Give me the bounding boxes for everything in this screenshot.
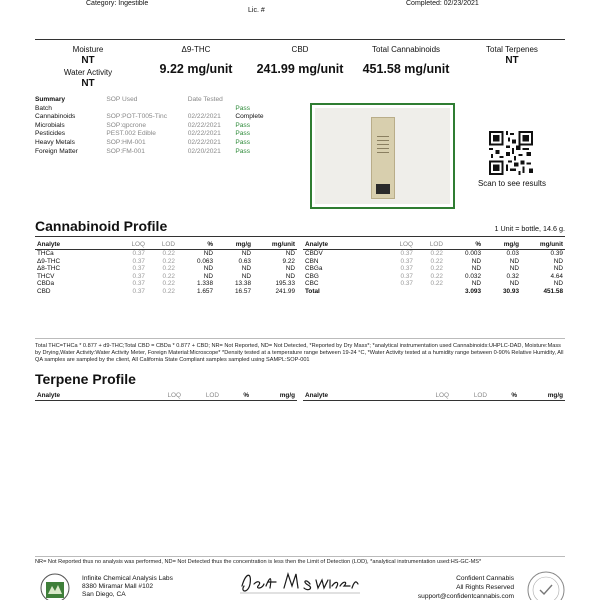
mg-unit-cell: 195.33: [275, 280, 295, 288]
footer-divider: [35, 556, 565, 557]
table-row: [303, 273, 565, 281]
col-loq: LOQ: [115, 241, 147, 250]
summary-test: Microbials: [35, 121, 65, 129]
lod-cell: 0.22: [162, 272, 175, 280]
table-row: [303, 258, 565, 266]
table-header-row: [35, 241, 297, 250]
summary-row: [35, 130, 275, 139]
col-loq: LOQ: [145, 392, 183, 401]
table-row: [303, 280, 565, 288]
col-mg-g: mg/g: [251, 392, 297, 401]
col-percent: %: [445, 241, 483, 250]
analyte-cell: CBDa: [37, 280, 55, 288]
loq-cell: 0.37: [132, 280, 145, 288]
loq-cell: 0.37: [400, 280, 413, 288]
mg-unit-cell: ND: [553, 265, 563, 273]
summary-test: Heavy Metals: [35, 138, 75, 146]
total-terpenes-label: Total Terpenes: [486, 45, 538, 54]
loq-cell: 0.37: [132, 287, 145, 295]
completed-date: Completed: 02/23/2021: [406, 0, 479, 7]
col-lod: LOD: [147, 241, 177, 250]
col-lod: LOD: [415, 241, 445, 250]
analyte-cell: THCV: [37, 272, 55, 280]
summary-row: [35, 148, 275, 157]
col-loq: LOQ: [413, 392, 451, 401]
summary-date: 02/20/2021: [187, 147, 221, 155]
lab-logo-icon: [35, 572, 75, 600]
analyte-cell: CBGa: [305, 265, 323, 273]
cbd-label: CBD: [291, 45, 309, 54]
mg-g-cell: 13.38: [235, 280, 251, 288]
percent-cell: 1.657: [197, 287, 213, 295]
summary-row: [35, 122, 275, 131]
summary-test: Cannabinoids: [35, 113, 76, 121]
loq-cell: 0.37: [400, 272, 413, 280]
percent-cell: 0.003: [465, 250, 481, 257]
summary-date: 02/22/2021: [187, 113, 221, 121]
analysis-notes: Total THC=THCa * 0.877 + d9-THC;Total CBD = CBDa * 0.877 + CBD; NR= Not Reported, ND= Not Detected, *Reported by Dry Mass*; *analytical instrumentation used Cannabinoids:UHPLC-DAD, Moisture:Mass by Drying,Water Activity:Water Activity Meter, Foreign Material:Microscope* *Density tested at a temperature range between 19-24 °C, *Water Activity tested at a humidity range between 0-90% Relative Humidity, All QA samples are sampled by the client, All California State Compliant samples sampled using SAMPL:SOP-001: [35, 343, 564, 363]
terpene-table-right: [303, 392, 565, 401]
mg-g-cell: ND: [509, 280, 519, 288]
lod-cell: 0.22: [430, 280, 443, 288]
cannabinoid-table-left: [35, 241, 297, 296]
percent-cell: ND: [203, 265, 213, 273]
product-photo-background: [315, 108, 450, 204]
col-mg-g: mg/g: [519, 392, 565, 401]
mg-g-cell: ND: [241, 265, 251, 273]
summary-sop: SOP:qpcrone: [106, 121, 146, 129]
date-header: Date Tested: [187, 96, 223, 103]
license-label: Lic. #: [248, 7, 265, 14]
notes-divider: [35, 338, 565, 339]
loq-cell: 0.37: [132, 272, 145, 280]
lod-cell: 0.22: [162, 257, 175, 265]
col-mg-g: mg/g: [483, 241, 521, 250]
confident-seal-icon: [524, 568, 568, 600]
table-row: [35, 258, 297, 266]
table-header-row: [35, 392, 297, 401]
lod-cell: 0.22: [162, 287, 175, 295]
percent-cell: 0.032: [465, 272, 481, 280]
total-lod: [415, 288, 445, 296]
mg-g-cell: 0.32: [506, 272, 519, 280]
summary-sop: SOP:HM-001: [106, 138, 146, 146]
summary-sop: PEST.002 Edible: [106, 130, 156, 138]
analyte-cell: CBD: [37, 287, 51, 295]
summary-row: [35, 105, 275, 114]
mg-unit-cell: 9.22: [282, 257, 295, 265]
mg-unit-cell: ND: [285, 272, 295, 280]
analyte-cell: Δ8-THC: [37, 265, 61, 273]
loq-cell: 0.37: [132, 265, 145, 273]
table-row: [35, 280, 297, 288]
mg-g-cell: ND: [509, 265, 519, 273]
mg-unit-cell: 0.39: [550, 250, 563, 257]
table-header-row: [303, 392, 565, 401]
total-mg-g: 30.93: [503, 287, 519, 295]
lod-cell: 0.22: [162, 280, 175, 288]
lod-cell: 0.22: [162, 265, 175, 273]
col-lod: LOD: [451, 392, 489, 401]
table-row: [303, 250, 565, 258]
col-loq: LOQ: [383, 241, 415, 250]
product-bottle-image: [371, 117, 395, 199]
cbd-value: 241.99 mg/unit: [256, 62, 344, 76]
lod-cell: 0.22: [430, 257, 443, 265]
total-percent: 3.093: [465, 287, 481, 295]
lod-cell: 0.22: [430, 272, 443, 280]
total-label: Total: [305, 287, 320, 295]
table-row: [35, 250, 297, 258]
bottle-label-lines: [377, 136, 389, 156]
col-analyte: Analyte: [35, 392, 145, 401]
table-row: [35, 273, 297, 281]
mg-g-cell: 16.57: [235, 287, 251, 295]
loq-cell: 0.37: [400, 250, 413, 257]
summary-date: 02/22/2021: [187, 130, 221, 138]
moisture-label: Moisture: [72, 45, 104, 54]
mg-g-cell: ND: [241, 250, 251, 257]
col-percent: %: [221, 392, 251, 401]
cc-rights: All Rights Reserved: [456, 583, 514, 591]
analyte-cell: CBDV: [305, 250, 323, 257]
percent-cell: ND: [203, 272, 213, 280]
cannabinoid-divider: [35, 236, 565, 237]
terpene-profile-title: Terpene Profile: [35, 371, 136, 387]
summary-test: Batch: [35, 104, 52, 112]
table-row: [35, 288, 297, 296]
top-divider: [35, 39, 565, 40]
summary-sop: SOP:POT-T005-Tinc: [106, 113, 167, 121]
cc-email[interactable]: support@confidentcannabis.com: [417, 592, 514, 600]
mg-unit-cell: 4.64: [550, 272, 563, 280]
summary-sop: [106, 105, 187, 114]
col-analyte: Analyte: [303, 392, 413, 401]
mg-g-cell: 0.63: [238, 257, 251, 265]
col-analyte: Analyte: [35, 241, 115, 250]
summary-date: 02/22/2021: [187, 121, 221, 129]
loq-cell: 0.37: [400, 257, 413, 265]
moisture-value: NT: [81, 55, 95, 66]
result-header: [235, 96, 275, 105]
terpene-table-left: [35, 392, 297, 401]
confident-cannabis-info: [404, 575, 514, 600]
table-header-row: [303, 241, 565, 250]
summary-result: Pass: [235, 147, 251, 155]
col-mg-unit: mg/unit: [521, 241, 565, 250]
summary-row: [35, 139, 275, 148]
col-mg-unit: mg/unit: [253, 241, 297, 250]
summary-header-row: [35, 96, 275, 105]
col-mg-g: mg/g: [215, 241, 253, 250]
mg-g-cell: 0.03: [506, 250, 519, 257]
percent-cell: ND: [203, 250, 213, 257]
loq-cell: 0.37: [400, 265, 413, 273]
cc-name: Confident Cannabis: [456, 575, 514, 582]
mg-unit-cell: ND: [553, 280, 563, 288]
lab-info: [82, 575, 173, 600]
summary-row: [35, 113, 275, 122]
percent-cell: 0.063: [197, 257, 213, 265]
percent-cell: ND: [471, 265, 481, 273]
lab-address-line2: San Diego, CA: [82, 591, 126, 599]
mg-unit-cell: ND: [553, 257, 563, 265]
col-percent: %: [489, 392, 519, 401]
lod-cell: 0.22: [162, 250, 175, 257]
loq-cell: 0.37: [132, 250, 145, 257]
mg-g-cell: ND: [241, 272, 251, 280]
mg-unit-cell: 241.99: [275, 287, 295, 295]
summary-result: Pass: [235, 130, 251, 138]
summary-date: [188, 105, 236, 114]
signature-image: [236, 568, 366, 596]
loq-cell: 0.37: [132, 257, 145, 265]
cannabinoid-table-right: [303, 241, 565, 296]
summary-header: Summary: [35, 96, 66, 103]
analyte-cell: CBC: [305, 280, 319, 288]
summary-table: [35, 96, 275, 156]
lab-address-line1: 8380 Miramar Mall #102: [82, 583, 154, 591]
table-row: [303, 265, 565, 273]
percent-cell: 1.338: [197, 280, 213, 288]
unit-note: 1 Unit = bottle, 14.6 g.: [494, 224, 565, 233]
lod-cell: 0.22: [430, 265, 443, 273]
analyte-cell: THCa: [37, 250, 54, 257]
category-label: Category: Ingestible: [86, 0, 149, 7]
total-terpenes-value: NT: [505, 55, 519, 66]
summary-result: Pass: [235, 104, 251, 112]
sop-header: SOP Used: [106, 96, 138, 103]
summary-result: Complete: [235, 113, 264, 121]
water-activity-value: NT: [81, 78, 95, 89]
percent-cell: ND: [471, 280, 481, 288]
analyte-cell: Δ9-THC: [37, 257, 61, 265]
qr-code-icon[interactable]: [489, 131, 533, 175]
mg-unit-cell: ND: [285, 250, 295, 257]
summary-date: 02/22/2021: [187, 138, 221, 146]
summary-result: Pass: [235, 138, 251, 146]
product-photo: [310, 103, 455, 209]
lab-name: Infinite Chemical Analysis Labs: [82, 575, 173, 582]
thc-value: 9.22 mg/unit: [159, 62, 233, 76]
footer-note: NR= Not Reported thus no analysis was performed, ND= Not Detected thus the concentration is less then the Limit of Detection (LOD), *analytical instrumentation used:HS-GC-MS*: [35, 559, 482, 565]
water-activity-label: Water Activity: [63, 68, 113, 77]
mg-g-cell: ND: [509, 257, 519, 265]
col-lod: LOD: [183, 392, 221, 401]
col-analyte: Analyte: [303, 241, 383, 250]
summary-test: Pesticides: [35, 130, 66, 138]
percent-cell: ND: [471, 257, 481, 265]
total-cannabinoids-value: 451.58 mg/unit: [362, 62, 450, 76]
cannabinoid-profile-title: Cannabinoid Profile: [35, 218, 168, 234]
summary-result: Pass: [235, 121, 251, 129]
analyte-cell: CBG: [305, 272, 319, 280]
total-row: [303, 288, 565, 296]
mg-unit-cell: ND: [285, 265, 295, 273]
total-cannabinoids-label: Total Cannabinoids: [371, 45, 441, 54]
qr-caption: Scan to see results: [477, 179, 547, 188]
analyte-cell: CBN: [305, 257, 319, 265]
thc-label: Δ9-THC: [181, 45, 211, 54]
total-mg-unit: 451.58: [543, 287, 563, 295]
col-percent: %: [177, 241, 215, 250]
summary-test: Foreign Matter: [35, 147, 78, 155]
bottle-window: [376, 184, 390, 194]
summary-sop: SOP:FM-001: [106, 147, 145, 155]
lod-cell: 0.22: [430, 250, 443, 257]
total-loq: [383, 288, 415, 296]
table-row: [35, 265, 297, 273]
